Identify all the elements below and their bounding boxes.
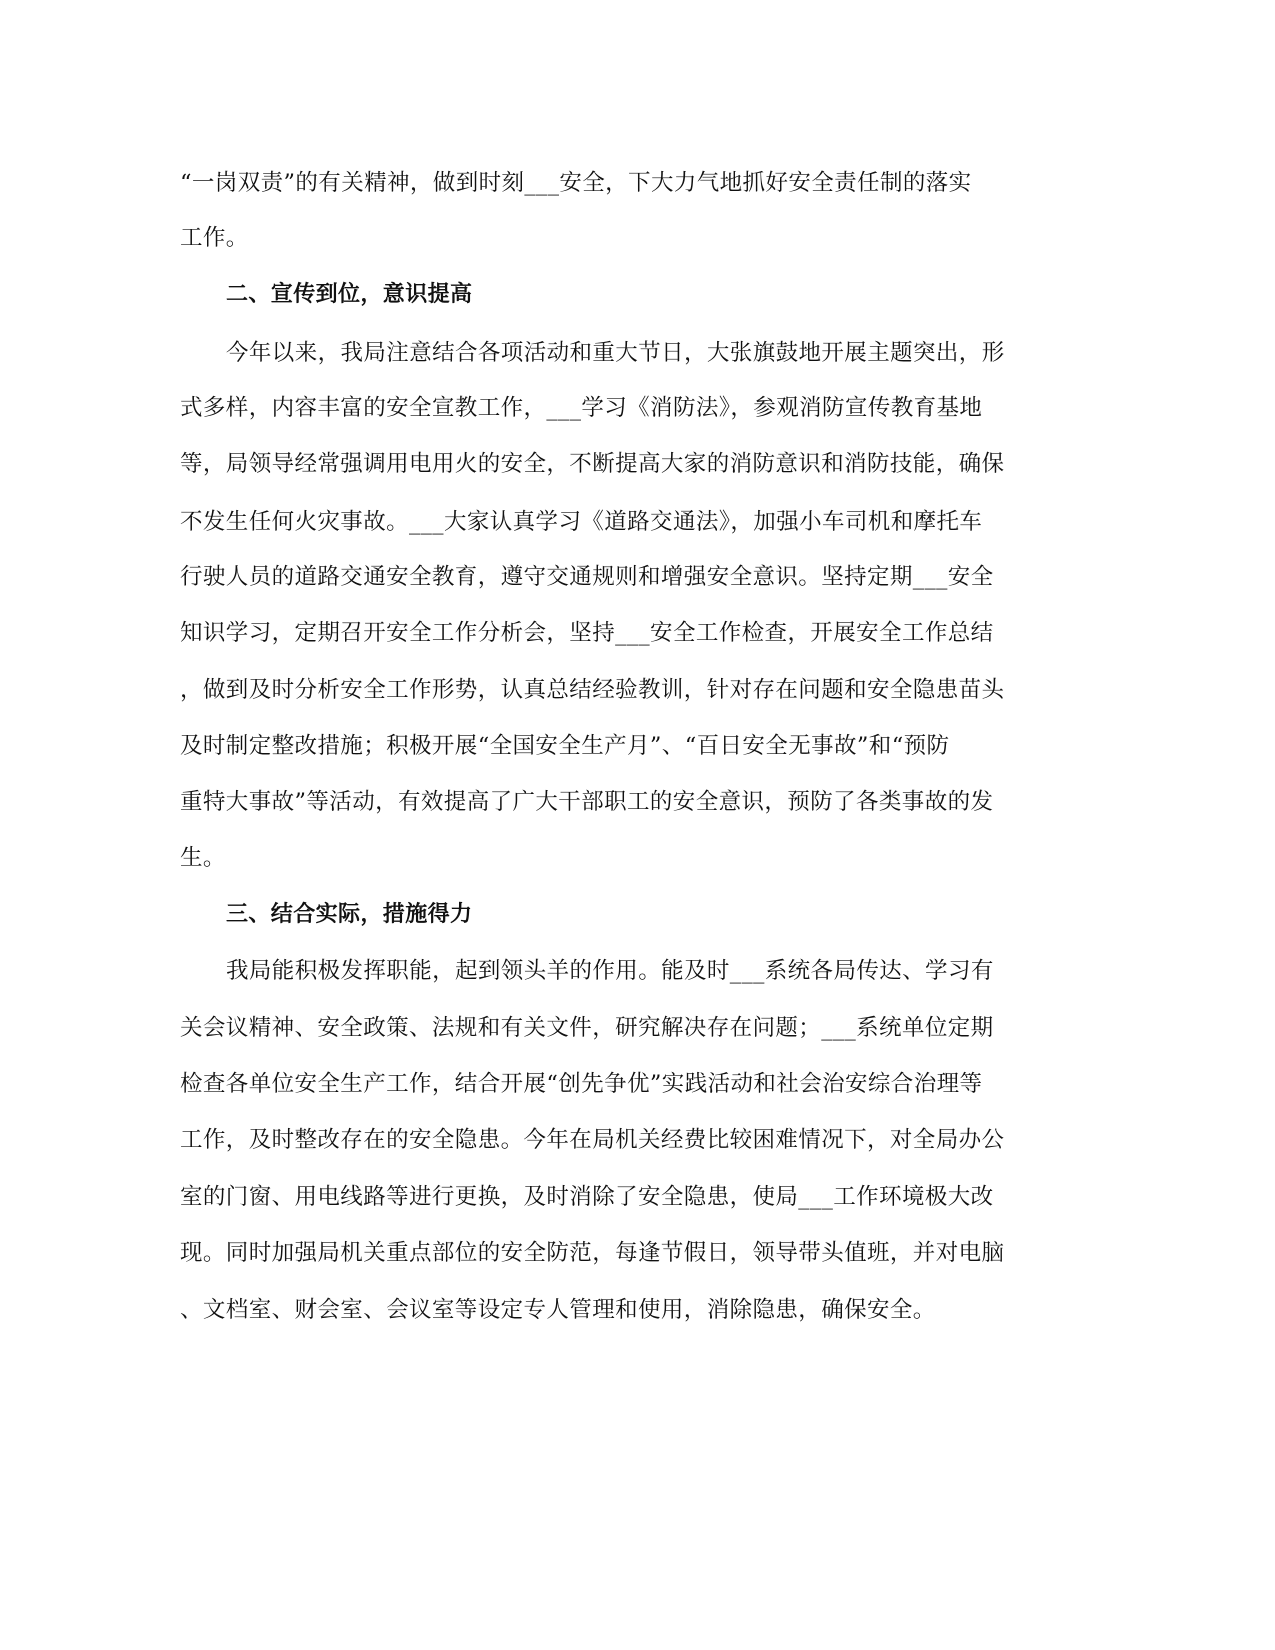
paragraph-line: 生。 (180, 845, 226, 871)
paragraph-line: 工作。 (180, 225, 249, 251)
document-page (180, 0, 1040, 1650)
section-heading: 三、结合实际，措施得力 (226, 902, 473, 927)
paragraph-line: 我局能积极发挥职能，起到领头羊的作用。能及时___系统各局传达、学习有 (226, 958, 994, 984)
paragraph-line: 知识学习，定期召开安全工作分析会，坚持___安全工作检查，开展安全工作总结 (180, 620, 994, 646)
paragraph-line: 及时制定整改措施；积极开展“全国安全生产月”、“百日安全无事故”和“预防 (180, 733, 950, 759)
paragraph-line: 关会议精神、安全政策、法规和有关文件，研究解决存在问题；___系统单位定期 (180, 1015, 994, 1041)
paragraph-line: 今年以来，我局注意结合各项活动和重大节日，大张旗鼓地开展主题突出，形 (226, 340, 1005, 366)
section-heading: 二、宣传到位，意识提高 (226, 282, 473, 307)
paragraph-line: 检查各单位安全生产工作，结合开展“创先争优”实践活动和社会治安综合治理等 (180, 1071, 983, 1097)
paragraph-line: “一岗双责”的有关精神，做到时刻___安全，下大力气地抓好安全责任制的落实 (180, 170, 972, 196)
paragraph-line: 重特大事故”等活动，有效提高了广大干部职工的安全意识，预防了各类事故的发 (180, 789, 994, 815)
paragraph-line: 等，局领导经常强调用电用火的安全，不断提高大家的消防意识和消防技能，确保 (180, 451, 1005, 477)
paragraph-line: 行驶人员的道路交通安全教育，遵守交通规则和增强安全意识。坚持定期___安全 (180, 564, 994, 590)
paragraph-line: 不发生任何火灾事故。___大家认真学习《道路交通法》，加强小车司机和摩托车 (180, 509, 983, 535)
paragraph-line: ，做到及时分析安全工作形势，认真总结经验教训，针对存在问题和安全隐患苗头 (180, 677, 1005, 703)
paragraph-line: 室的门窗、用电线路等进行更换，及时消除了安全隐患，使局___工作环境极大改 (180, 1184, 994, 1210)
paragraph-line: 现。同时加强局机关重点部位的安全防范，每逢节假日，领导带头值班，并对电脑 (180, 1240, 1005, 1266)
paragraph-line: 、文档室、财会室、会议室等设定专人管理和使用，消除隐患，确保安全。 (180, 1297, 936, 1323)
paragraph-line: 式多样，内容丰富的安全宣教工作，___学习《消防法》，参观消防宣传教育基地 (180, 395, 983, 421)
paragraph-line: 工作，及时整改存在的安全隐患。今年在局机关经费比较困难情况下，对全局办公 (180, 1127, 1005, 1153)
